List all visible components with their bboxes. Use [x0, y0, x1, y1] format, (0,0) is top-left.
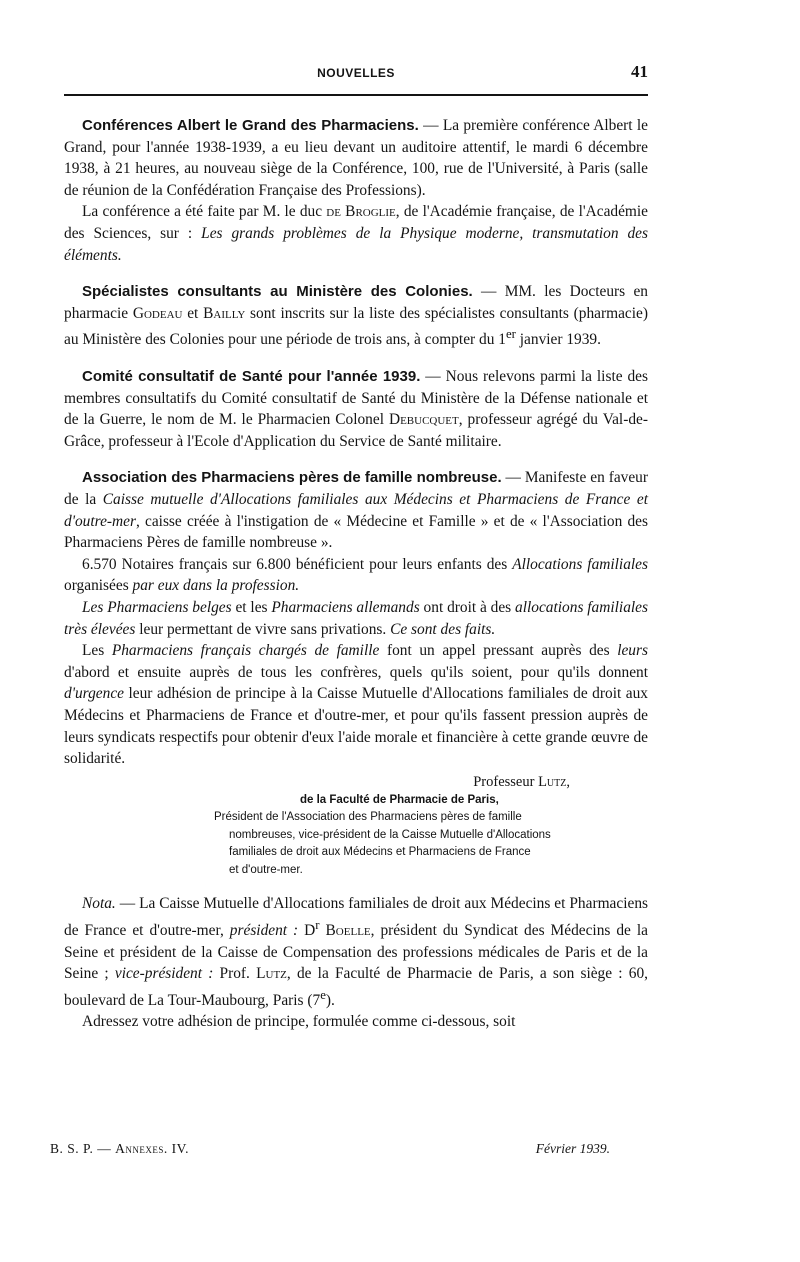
paragraph	[64, 467, 648, 553]
signatory-role: nombreuses, vice-président de la Caisse Mutuelle d'Allocations	[229, 828, 551, 841]
nota-label: Nota.	[82, 895, 116, 913]
italic-text: leurs	[617, 642, 648, 660]
paragraph-text: Prof.	[213, 965, 257, 983]
paragraph-text: leur permettant de vivre sans privations.	[135, 620, 391, 638]
paragraph-text: Les	[82, 642, 112, 660]
paragraph-text: ont droit à des	[419, 599, 516, 616]
paragraph-text: — MM. les Docteurs en pharmacie	[64, 283, 648, 322]
section-conferences-albert-le-grand	[64, 115, 648, 266]
section-nota	[64, 893, 648, 1033]
signatory-affiliation: de la Faculté de Pharmacie de Paris,	[300, 793, 499, 806]
person-name: Godeau	[132, 304, 183, 322]
italic-text: président :	[229, 921, 299, 939]
paragraph-text: d'abord et ensuite auprès de tous les confrères, quels qu'ils soient, pour qu'ils donnent	[64, 663, 648, 681]
paragraph-text: , de la Faculté de Pharmacie de Paris, a son siège : 60, boulevard de La Tour-Maubourg, Paris (7	[64, 965, 648, 1009]
paragraph	[64, 281, 648, 351]
paragraph-text: et les	[231, 599, 272, 616]
paragraph	[64, 366, 648, 452]
footer-text: B. S. P. —	[50, 1141, 116, 1156]
section-heading: Comité consultatif de Santé pour l'année 1939.	[82, 368, 421, 386]
person-name: Boelle	[325, 921, 371, 939]
italic-text: Caisse mutuelle d'Allocations familiales aux Médecins et Pharmaciens de France et d'outre-mer	[64, 491, 648, 530]
paragraph-text: La conférence a été faite par M. le duc	[82, 203, 327, 221]
footer-date: Février 1939.	[535, 1141, 610, 1156]
footer-text: Annexes	[115, 1141, 164, 1156]
person-name: Lutz	[256, 965, 287, 983]
paragraph-text: , professeur agrégé du Val-de-Grâce, professeur à l'Ecole d'Application du Service de Santé militaire.	[64, 411, 648, 450]
paragraph-text: — Manifeste en faveur de la	[64, 469, 648, 509]
person-name: Lutz	[538, 773, 567, 790]
paragraph	[64, 201, 648, 266]
paragraph-text: ).	[325, 991, 335, 1009]
page-header	[64, 60, 648, 86]
italic-text: Les Pharmaciens belges	[82, 599, 232, 616]
paragraph	[64, 597, 648, 640]
italic-text: Allocations familiales	[512, 555, 648, 573]
paragraph-text: — La première conférence Albert le Grand, pour l'année 1938-1939, a eu lieu devant un auditoire attentif, le mardi 6 décembre 1938, à 21 heures, au nouveau siège de la Conférence, 100, rue de l'Université, à Paris (salle de réunion de la Confédération Française des Professions).	[64, 117, 648, 199]
paragraph-text: — La Caisse Mutuelle d'Allocations familiales de droit aux Médecins et Pharmaciens de France et d'outre-mer,	[64, 895, 648, 939]
superscript: r	[315, 917, 320, 932]
italic-text: par eux dans la profession.	[132, 577, 300, 595]
paragraph-text: , caisse créée à l'instigation de « Médecine et Famille » et de « l'Association des Pharmaciens Pères de famille nombreuse ».	[64, 512, 648, 552]
paragraph-text: leur adhésion de principe à la Caisse Mutuelle d'Allocations familiales de droit aux Médecins et Pharmaciens de France et d'outre-mer, et pour qu'ils fassent pression auprès de leurs syndicats respectifs pour obtenir d'eux l'aide morale et financière à cette grande œuvre de solidarité.	[64, 685, 648, 768]
paragraph	[64, 893, 648, 1011]
italic-text: Pharmaciens français chargés de famille	[111, 642, 380, 660]
section-heading: Spécialistes consultants au Ministère des Colonies.	[82, 283, 473, 301]
paragraph-text: sont inscrits sur la liste des spécialistes consultants (pharmacie) au Ministère des Colonies pour une période de trois ans, à compter du 1	[64, 304, 648, 349]
paragraph-text: organisées	[64, 577, 133, 595]
paragraph-text: et	[182, 304, 204, 322]
italic-text: d'urgence	[64, 685, 124, 703]
section-specialistes-consultants	[64, 281, 648, 351]
signatory-role: et d'outre-mer.	[229, 863, 303, 876]
superscript: e	[320, 987, 326, 1002]
lecture-title: Les grands problèmes de la Physique moderne, transmutation des éléments.	[64, 224, 649, 264]
signatory-role: Président de l'Association des Pharmaciens pères de famille	[214, 811, 522, 824]
section-heading: Association des Pharmaciens pères de famille nombreuse.	[82, 469, 502, 487]
signatory-name	[64, 772, 648, 792]
paragraph-text: font un appel pressant auprès des	[379, 642, 618, 660]
superscript: er	[505, 327, 516, 342]
section-comite-consultatif	[64, 366, 648, 452]
punctuation: ,	[566, 773, 570, 790]
signatory-title: Professeur	[473, 773, 539, 790]
page	[64, 60, 649, 1031]
section-association-pharmaciens	[64, 467, 648, 769]
paragraph-text: janvier 1939.	[515, 331, 601, 349]
person-name: de Broglie	[326, 203, 396, 221]
paragraph-text: , président du Syndicat des Médecins de la Seine et président de la Caisse de Compensation des professions médicales de Paris et de la Seine ;	[64, 921, 648, 983]
paragraph-text: D	[298, 921, 316, 939]
paragraph	[64, 554, 648, 597]
paragraph: Adressez votre adhésion de principe, formulée comme ci-dessous, soit	[82, 1013, 516, 1031]
article-body	[64, 115, 648, 1033]
paragraph-text: — Nous relevons parmi la liste des membres consultatifs du Comité consultatif de Santé du Ministère de la Défense nationale et de la Guerre, le nom de M. le Pharmacien Colonel	[64, 368, 648, 429]
signature-block	[64, 772, 648, 880]
italic-text: Pharmaciens allemands	[271, 599, 420, 616]
paragraph	[64, 640, 648, 770]
footer-text: . IV.	[163, 1141, 190, 1156]
paragraph	[64, 115, 648, 201]
signatory-role: familiales de droit aux Médecins et Pharmaciens de France	[229, 846, 531, 859]
running-title: NOUVELLES	[317, 66, 395, 80]
person-name: Debucquet	[388, 411, 459, 429]
section-heading: Conférences Albert le Grand des Pharmaciens.	[82, 117, 419, 134]
header-rule	[64, 94, 648, 96]
italic-text: allocations familiales très élevées	[64, 599, 648, 638]
person-name: Bailly	[203, 304, 246, 322]
italic-text: Ce sont des faits.	[390, 620, 496, 638]
page-number: 41	[631, 62, 648, 81]
footer-reference	[50, 1141, 189, 1157]
paragraph-text: 6.570 Notaires français sur 6.800 bénéficient pour leurs enfants des	[82, 555, 513, 573]
italic-text: vice-président :	[114, 965, 214, 983]
paragraph-text: , de l'Académie française, de l'Académie des Sciences, sur :	[64, 203, 649, 242]
